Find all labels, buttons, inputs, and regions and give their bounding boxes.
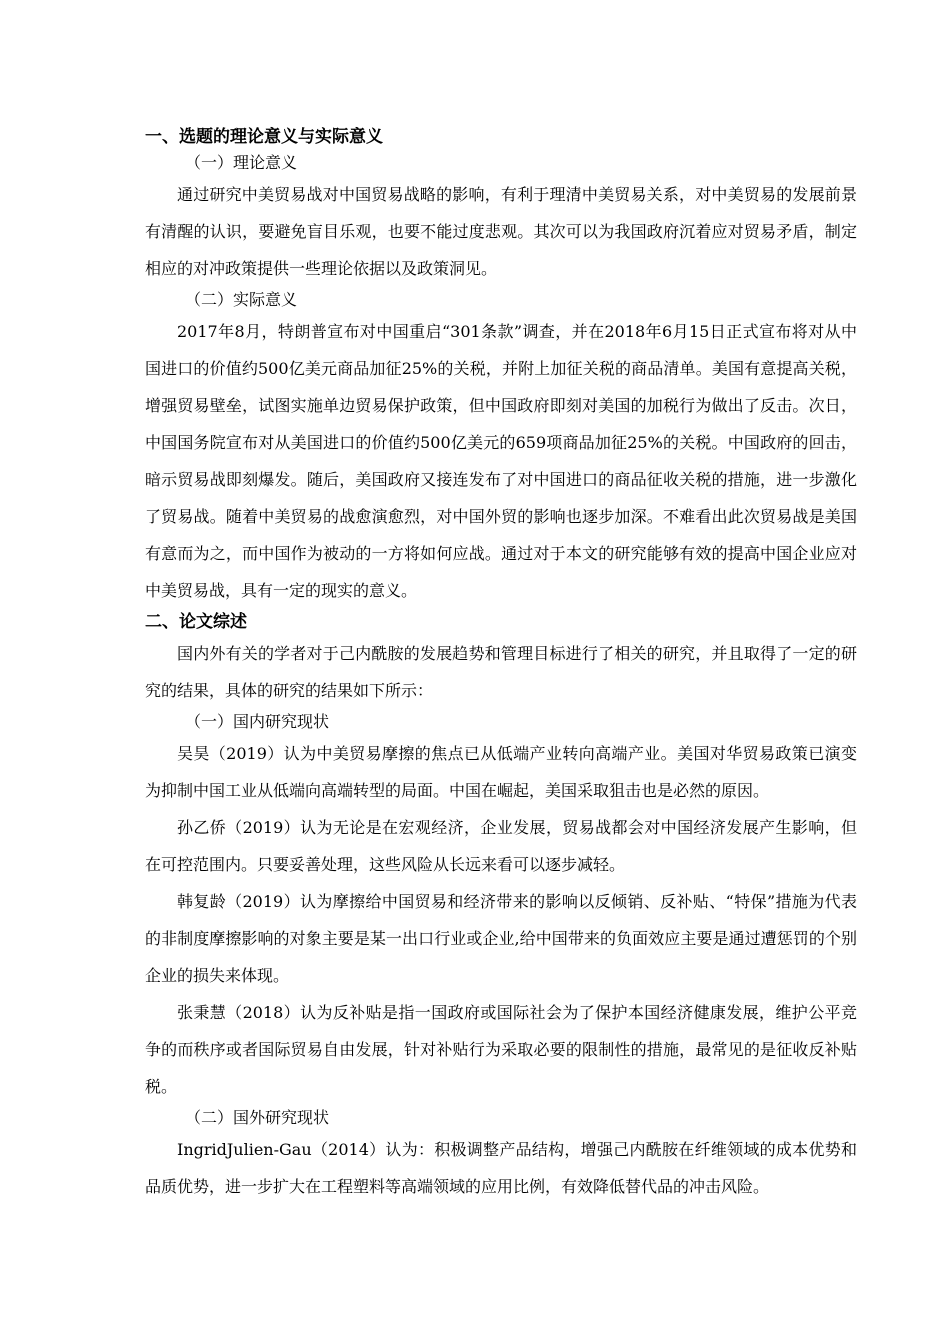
paragraph-zhangbinghui: 张秉慧（2018）认为反补贴是指一国政府或国际社会为了保护本国经济健康发展，维护公平竞争的而秩序或者国际贸易自由发展，针对补贴行为采取必要的限制性的措施，最常见的是征收反补贴税。: [145, 1003, 857, 1096]
section-heading-review: 二、论文综述: [145, 612, 247, 632]
subheading-domestic: （一）国内研究现状: [185, 712, 330, 731]
paragraph-wuhao: 吴昊（2019）认为中美贸易摩擦的焦点已从低端产业转向高端产业。美国对华贸易政策已演变为抑制中国工业从低端向高端转型的局面。中国在崛起，美国采取狙击也是必然的原因。: [145, 744, 857, 800]
section-heading-significance: 一、选题的理论意义与实际意义: [145, 127, 383, 147]
paragraph-ingrid: IngridJulien-Gau（2014）认为：积极调整产品结构，增强己内酰胺在纤维领域的成本优势和品质优势，进一步扩大在工程塑料等高端领域的应用比例，有效降低替代品的冲击风险。: [145, 1140, 857, 1196]
paragraph-practical: 2017年8月，特朗普宣布对中国重启“301条款”调查，并在2018年6月15日正式宣布将对从中国进口的价值约500亿美元商品加征25%的关税，并附上加征关税的商品清单。美国有意提高关税，增强贸易壁垒，试图实施单边贸易保护政策，但中国政府即刻对美国的加税行为做出了反击。次日，中国国务院宣布对从美国进口的价值约500亿美元的659项商品加征25%的关税。中国政府的回击，暗示贸易战即刻爆发。随后，美国政府又接连发布了对中国进口的商品征收关税的措施，进一步激化了贸易战。随着中美贸易的战愈演愈烈，对中国外贸的影响也逐步加深。不难看出此次贸易战是美国有意而为之，而中国作为被动的一方将如何应战。通过对于本文的研究能够有效的提高中国企业应对中美贸易战，具有一定的现实的意义。: [145, 322, 857, 600]
subheading-foreign: （二）国外研究现状: [185, 1108, 330, 1127]
paragraph-theoretical: 通过研究中美贸易战对中国贸易战略的影响，有利于理清中美贸易关系，对中美贸易的发展前景有清醒的认识，要避免盲目乐观，也要不能过度悲观。其次可以为我国政府沉着应对贸易矛盾，制定相应的对冲政策提供一些理论依据以及政策洞见。: [145, 185, 857, 278]
document-body: [145, 124, 857, 1205]
paragraph-review-intro: 国内外有关的学者对于己内酰胺的发展趋势和管理目标进行了相关的研究，并且取得了一定的研究的结果，具体的研究的结果如下所示：: [145, 644, 857, 700]
paragraph-hanfuling: 韩复龄（2019）认为摩擦给中国贸易和经济带来的影响以反倾销、反补贴、“特保”措施为代表的非制度摩擦影响的对象主要是某一出口行业或企业,给中国带来的负面效应主要是通过遭惩罚的个别企业的损失来体现。: [145, 892, 857, 985]
paragraph-sunyiqiao: 孙乙侨（2019）认为无论是在宏观经济，企业发展，贸易战都会对中国经济发展产生影响，但在可控范围内。只要妥善处理，这些风险从长远来看可以逐步减轻。: [145, 818, 857, 874]
subheading-practical: （二）实际意义: [185, 290, 298, 309]
subheading-theoretical: （一）理论意义: [185, 153, 298, 172]
